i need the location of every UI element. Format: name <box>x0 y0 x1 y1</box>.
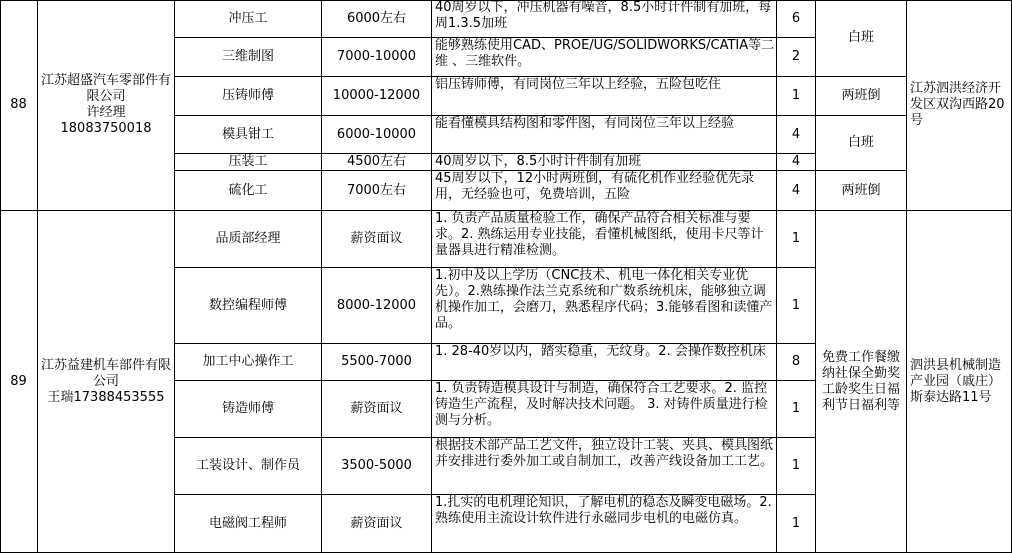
job-title: 品质部经理 <box>175 211 322 268</box>
job-requirement: 1. 28-40岁以内，踏实稳重，无纹身。2. 会操作数控机床 <box>432 344 777 381</box>
job-salary: 3500-5000 <box>322 438 432 495</box>
job-count: 1 <box>777 268 816 344</box>
job-salary: 8000-12000 <box>322 268 432 344</box>
job-title: 数控编程师傅 <box>175 268 322 344</box>
job-count: 1 <box>777 211 816 268</box>
job-requirement: 1. 负责产品质量检验工作，确保产品符合相关标准与要求。2. 熟练运用专业技能，看懂机械图纸，使用卡尺等计量器具进行精准检测。 <box>432 211 777 268</box>
job-salary: 6000左右 <box>322 0 432 38</box>
job-requirement: 1.初中及以上学历（CNC技术、机电一体化相关专业优先）。2.熟练操作法兰克系统和广数系统机床，能够独立调机操作加工，会磨刀，熟悉程序代码；3.能够看图和读懂产品。 <box>432 268 777 344</box>
job-salary: 6000-10000 <box>322 116 432 154</box>
shift-type: 两班倒 <box>816 171 907 211</box>
job-count: 1 <box>777 495 816 553</box>
job-salary: 薪资面议 <box>322 495 432 553</box>
job-count: 8 <box>777 344 816 381</box>
job-salary: 7000-10000 <box>322 38 432 77</box>
job-requirement: 1.扎实的电机理论知识，了解电机的稳态及瞬变电磁场。2.熟练使用主流设计软件进行永磁同步电机的电磁仿真。 <box>432 495 777 553</box>
job-count: 6 <box>777 0 816 38</box>
row-number: 88 <box>0 0 38 211</box>
job-requirement: 1. 负责铸造模具设计与制造，确保符合工艺要求。2. 监控铸造生产流程，及时解决技术问题。 3. 对铸件质量进行检测与分析。 <box>432 381 777 438</box>
job-salary: 5500-7000 <box>322 344 432 381</box>
job-requirement: 能够熟练使用CAD、PROE/UG/SOLIDWORKS/CATIA等二维 、三维软件。 <box>432 38 777 77</box>
company-info <box>38 0 175 211</box>
job-salary: 薪资面议 <box>322 211 432 268</box>
company-contact-line <box>48 390 165 406</box>
job-requirement: 45周岁以下，12小时两班倒，有硫化机作业经验优先录用，无经验也可，免费培训，五险 <box>432 171 777 211</box>
job-title: 压铸师傅 <box>175 77 322 116</box>
company-address: 泗洪县机械制造产业园（戚庄）斯泰达路11号 <box>907 211 1012 553</box>
job-salary: 薪资面议 <box>322 381 432 438</box>
company-address: 江苏泗洪经济开发区双沟西路20号 <box>907 0 1012 211</box>
job-title: 三维制图 <box>175 38 322 77</box>
job-title: 硫化工 <box>175 171 322 211</box>
job-count: 4 <box>777 116 816 154</box>
job-title: 电磁阀工程师 <box>175 495 322 553</box>
job-salary: 4500左右 <box>322 154 432 171</box>
job-title: 模具钳工 <box>175 116 322 154</box>
job-title: 加工中心操作工 <box>175 344 322 381</box>
company-benefits: 免费工作餐缴纳社保全勤奖工龄奖生日福利节日福利等 <box>816 211 907 553</box>
job-requirement: 根据技术部产品工艺文件，独立设计工装、夹具、模具图纸并安排进行委外加工或自制加工，改善产线设备加工工艺。 <box>432 438 777 495</box>
job-requirement: 40周岁以下，冲压机器有噪音，8.5小时计件制有加班，每周1.3.5加班 <box>432 0 777 38</box>
company-contact: 许经理 <box>86 105 126 120</box>
job-count: 1 <box>777 381 816 438</box>
job-title: 工装设计、制作员 <box>175 438 322 495</box>
job-count: 1 <box>777 77 816 116</box>
company-name: 江苏超盛汽车零部件有限公司 <box>40 73 171 104</box>
company-name: 江苏益建机车部件有限公司 <box>40 357 171 389</box>
company-phone: 18083750018 <box>60 121 152 136</box>
job-title: 压装工 <box>175 154 322 171</box>
row-number: 89 <box>0 211 38 553</box>
job-title: 铸造师傅 <box>175 381 322 438</box>
company-phone: 17388453555 <box>73 389 165 405</box>
job-title: 冲压工 <box>175 0 322 38</box>
job-count: 2 <box>777 38 816 77</box>
company-info <box>38 211 175 553</box>
shift-type: 白班 <box>816 116 907 171</box>
company-contact: 王瑞 <box>47 389 74 405</box>
job-salary: 7000左右 <box>322 171 432 211</box>
job-count: 4 <box>777 171 816 211</box>
job-requirement: 铝压铸师傅，有同岗位三年以上经验，五险包吃住 <box>432 77 777 116</box>
job-salary: 10000-12000 <box>322 77 432 116</box>
shift-type: 两班倒 <box>816 77 907 116</box>
job-count: 1 <box>777 438 816 495</box>
shift-type: 白班 <box>816 0 907 77</box>
job-requirement: 40周岁以下，8.5小时计件制有加班 <box>432 154 777 171</box>
job-requirement: 能看懂模具结构图和零件图，有同岗位三年以上经验 <box>432 116 777 154</box>
job-count: 4 <box>777 154 816 171</box>
